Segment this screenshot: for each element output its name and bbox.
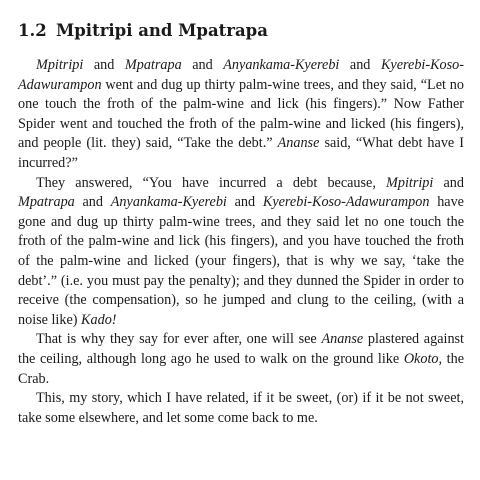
- italic-text: Mpitripi: [36, 57, 84, 73]
- text-run: and: [83, 57, 125, 73]
- text-run: That is why they say for ever after, one will see: [36, 331, 322, 348]
- text-run: plastered against the ceiling, although long ago he used to walk on the ground like: [18, 331, 464, 367]
- paragraph: [18, 330, 464, 389]
- italic-text: Kyerebi-Koso-Adawurampon: [262, 194, 430, 211]
- italic-text: Anyankama-Kyerebi: [223, 57, 340, 73]
- italic-text: Anyankama-Kyerebi: [110, 194, 227, 211]
- text-run: and: [339, 57, 381, 73]
- text-run: and: [433, 174, 464, 191]
- text-run: went and dug up thirty palm-wine trees, and they said, “Let no one touch the froth of the palm-wine and lick (his fingers).” Now Father Spider went and touched the froth of the palm-wine and licked (his fingers), and people (lit. they) said, “Take the debt.”: [18, 76, 464, 152]
- italic-text: Kado!: [81, 311, 117, 328]
- paragraph: [18, 56, 464, 174]
- italic-text: Mpitripi: [386, 174, 434, 191]
- paragraph: [18, 389, 464, 428]
- text-run: and: [181, 57, 224, 73]
- italic-text: Okoto,: [403, 350, 443, 367]
- text-run: the Crab.: [18, 350, 464, 387]
- story-body: [18, 56, 464, 428]
- text-run: and: [226, 194, 263, 211]
- italic-text: Mpatrapa: [18, 194, 75, 211]
- text-run: They answered, “You have incurred a debt because,: [36, 174, 387, 191]
- italic-text: Mpatrapa: [124, 57, 182, 73]
- text-run: This, my story, which I have related, if it be sweet, (or) if it be not sweet, take some elsewhere, and let some come back to me.: [18, 390, 464, 426]
- paragraph: [18, 174, 464, 331]
- section-number: 1.2: [18, 21, 47, 40]
- text-run: have gone and dug up thirty palm-wine trees, and they said let no one touch the froth of the palm-wine and lick (his fingers), and you have touched the froth of the palm-wine and licked (your fingers), that is why we say, ‘take the debt’.” (i.e. you must pay the penalty); and they dunned the Spider in order to receive (the compensation), so he jumped and clung to the ceiling, (with a noise like): [18, 194, 464, 328]
- italic-text: Kyerebi-Koso-Adawurampon: [18, 57, 464, 93]
- document-page: [18, 20, 464, 428]
- italic-text: Ananse: [321, 331, 364, 348]
- text-run: said, “What debt have I incurred?”: [18, 135, 464, 171]
- text-run: and: [74, 194, 111, 211]
- section-title: Mpitripi and Mpatrapa: [56, 21, 268, 40]
- section-heading: [18, 20, 464, 42]
- italic-text: Ananse: [277, 135, 320, 152]
